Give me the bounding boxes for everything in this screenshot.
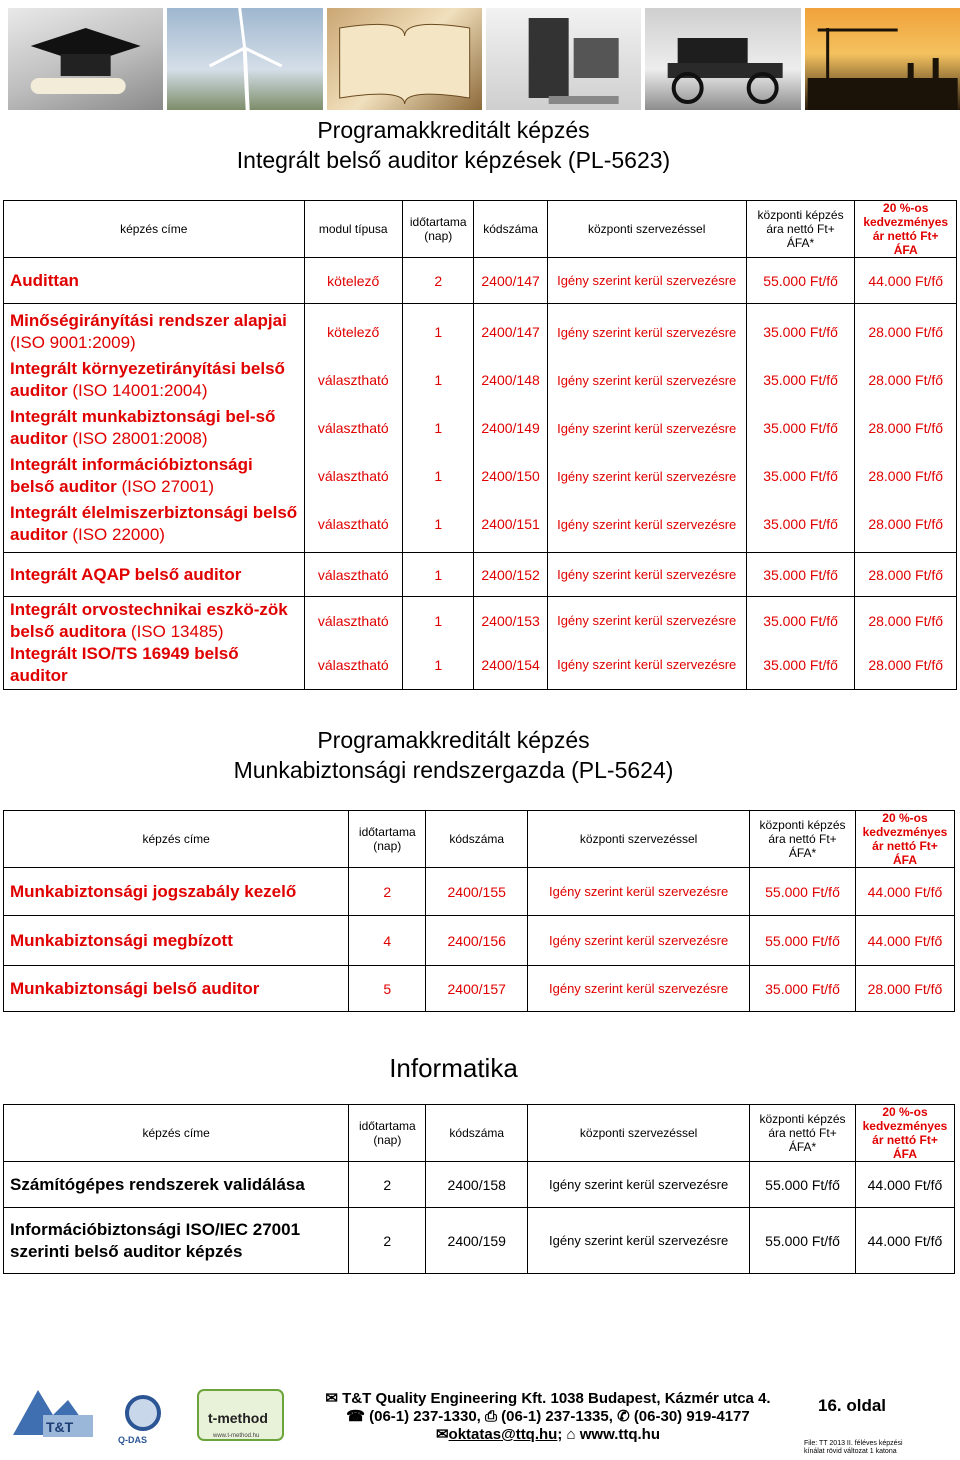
organization: Igény szerint kerül szervezésre [528,966,750,1012]
col-header-discount: 20 %-os kedvezményes ár nettó Ft+ ÁFA [855,811,954,868]
course-name: Audittan [4,258,305,304]
course-code: 2400/147 [474,258,547,304]
price: 35.000 Ft/fő [746,553,855,597]
course-code-group: 2400/147 2400/148 2400/149 2400/150 2400/151 [474,304,547,553]
discount-price-group: 28.000 Ft/fő 28.000 Ft/fő 28.000 Ft/fő 28.000 Ft/fő 28.000 Ft/fő [855,304,957,553]
organization: Igény szerint kerül szervezésre [528,868,750,916]
price: 55.000 Ft/fő [750,868,856,916]
duration-group: 1 1 [402,597,473,690]
module-type-group: választható választható [304,597,402,690]
duration: 2 [349,1208,426,1274]
duration: 2 [349,868,426,916]
duration: 5 [349,966,426,1012]
old-book-photo [327,8,482,110]
col-header-duration: időtartama (nap) [349,1105,426,1162]
computer-photo [486,8,641,110]
duration: 4 [349,916,426,966]
table-row [4,868,955,916]
discount-price: 44.000 Ft/fő [855,1208,954,1274]
col-header-duration: időtartama (nap) [402,201,473,258]
section1-title-2: Integrált belső auditor képzések (PL-5623) [236,147,671,173]
construction-silhouette-photo [805,8,960,110]
col-header-organization: központi szervezéssel [528,1105,750,1162]
duration: 1 [402,553,473,597]
table-row [4,258,957,304]
col-header-organization: központi szervezéssel [547,201,746,258]
discount-price: 44.000 Ft/fő [855,868,954,916]
discount-price: 44.000 Ft/fő [855,258,957,304]
footer-address: ✉ T&T Quality Engineering Kft. 1038 Budapest, Kázmér utca 4. [325,1390,771,1407]
footer-contact [318,1390,778,1444]
course-name-group: Integrált orvostechnikai eszkö-zök belső auditora (ISO 13485) Integrált ISO/TS 16949 belső auditor [4,597,305,690]
email-icon: ✉ [435,1426,449,1443]
col-header-organization: központi szervezéssel [528,811,750,868]
banner-photos [8,8,960,110]
price-group: 35.000 Ft/fő 35.000 Ft/fő [746,597,855,690]
col-header-title: képzés címe [4,1105,349,1162]
section2-title-1: Programakkreditált képzés [317,727,590,753]
organization: Igény szerint kerül szervezésre [528,1162,750,1208]
table-header-row [4,811,955,868]
price: 55.000 Ft/fő [746,258,855,304]
col-header-code: kódszáma [426,811,528,868]
col-header-price: központi képzés ára nettó Ft+ ÁFA* [746,201,855,258]
course-name: Információbiztonsági ISO/IEC 27001 szerinti belső auditor képzés [4,1208,349,1274]
table-row-group [4,597,957,690]
wind-turbine-photo [167,8,322,110]
price: 55.000 Ft/fő [750,916,856,966]
col-header-title: képzés címe [4,811,349,868]
course-name: Munkabiztonsági jogszabály kezelő [4,868,349,916]
web-icon: ⌂ [566,1426,576,1443]
course-name: Integrált AQAP belső auditor [4,553,305,597]
discount-price: 44.000 Ft/fő [855,1162,954,1208]
file-info: File: TT 2013 II. féléves képzési kínálat rövid változat 1 katona [804,1440,903,1455]
col-header-price: központi képzés ára nettó Ft+ ÁFA* [750,811,856,868]
graduation-cap-photo [8,8,163,110]
table-row [4,966,955,1012]
discount-price-group: 28.000 Ft/fő 28.000 Ft/fő [855,597,957,690]
course-code: 2400/155 [426,868,528,916]
course-name: Munkabiztonsági megbízott [4,916,349,966]
duration: 2 [349,1162,426,1208]
it-table [3,1104,955,1274]
organization: Igény szerint kerül szervezésre [547,553,746,597]
logo-tt: T&T [46,1419,74,1435]
col-header-code: kódszáma [474,201,547,258]
col-header-discount: 20 %-os kedvezményes ár nettó Ft+ ÁFA [855,1105,954,1162]
logo-qdas: Q-DAS [118,1435,147,1445]
table-row [4,553,957,597]
page-number: 16. oldal [818,1396,887,1415]
integrated-auditor-table [3,200,957,690]
organization: Igény szerint kerül szervezésre [547,258,746,304]
organization-group: Igény szerint kerül szervezésre Igény szerint kerül szervezésre Igény szerint kerül szervezésre Igény szerint kerül szervezésre Igény szerint kerül szervezésre [547,304,746,553]
table-row [4,1208,955,1274]
safety-admin-table [3,810,955,1012]
col-header-duration: időtartama (nap) [349,811,426,868]
price-group: 35.000 Ft/fő 35.000 Ft/fő 35.000 Ft/fő 35.000 Ft/fő 35.000 Ft/fő [746,304,855,553]
web-link[interactable]: www.ttq.hu [579,1426,661,1443]
course-code: 2400/159 [426,1208,528,1274]
footer-phones: ☎ (06-1) 237-1330, ⎙ (06-1) 237-1335, ✆ (06-30) 919-4177 [346,1408,750,1425]
discount-price: 44.000 Ft/fő [855,916,954,966]
duration-group: 1 1 1 1 1 [402,304,473,553]
duration: 2 [402,258,473,304]
table-header-row [4,1105,955,1162]
section3-title: Informatika [389,1053,518,1083]
module-type: választható [304,553,402,597]
course-code: 2400/156 [426,916,528,966]
table-row [4,916,955,966]
course-name: Munkabiztonsági belső auditor [4,966,349,1012]
logo-tmethod: t-method [208,1410,268,1426]
price: 35.000 Ft/fő [750,966,856,1012]
course-name: Számítógépes rendszerek validálása [4,1162,349,1208]
col-header-code: kódszáma [426,1105,528,1162]
course-name-group: Minőségirányítási rendszer alapjai (ISO 9001:2009) Integrált környezetirányítási belső auditor (ISO 14001:2004) Integrált munkabiztonsági bel-ső auditor (ISO 28001:2008) Integrált információbiztonsági belső auditor (ISO 27001) Integrált élelmiszerbiztonsági belső auditor (ISO 22000) [4,304,305,553]
col-header-title: képzés címe [4,201,305,258]
company-logos [8,1385,298,1447]
col-header-module-type: modul típusa [304,201,402,258]
organization: Igény szerint kerül szervezésre [528,916,750,966]
section2-title-2: Munkabiztonsági rendszergazda (PL-5624) [233,757,674,783]
col-header-discount: 20 %-os kedvezményes ár nettó Ft+ ÁFA [855,201,957,258]
discount-price: 28.000 Ft/fő [855,553,957,597]
course-code: 2400/152 [474,553,547,597]
module-type-group: kötelező választható választható választható választható [304,304,402,553]
table-row-group [4,304,957,553]
discount-price: 28.000 Ft/fő [855,966,954,1012]
course-code-group: 2400/153 2400/154 [474,597,547,690]
table-row [4,1162,955,1208]
organization: Igény szerint kerül szervezésre [528,1208,750,1274]
price: 55.000 Ft/fő [750,1208,856,1274]
module-type: kötelező [304,258,402,304]
footer-logos [8,1385,298,1447]
email-link[interactable]: oktatas@ttq.hu [448,1426,558,1443]
logo-tmethod-url: www.t-method.hu [213,1433,260,1439]
price: 55.000 Ft/fő [750,1162,856,1208]
table-header-row [4,201,957,258]
vintage-car-photo [645,8,800,110]
course-code: 2400/157 [426,966,528,1012]
col-header-price: központi képzés ára nettó Ft+ ÁFA* [750,1105,856,1162]
course-code: 2400/158 [426,1162,528,1208]
section1-title-1: Programakkreditált képzés [317,117,590,143]
organization-group: Igény szerint kerül szervezésre Igény szerint kerül szervezésre [547,597,746,690]
footer-links: ✉oktatas@ttq.hu; ⌂ www.ttq.hu [435,1426,661,1443]
